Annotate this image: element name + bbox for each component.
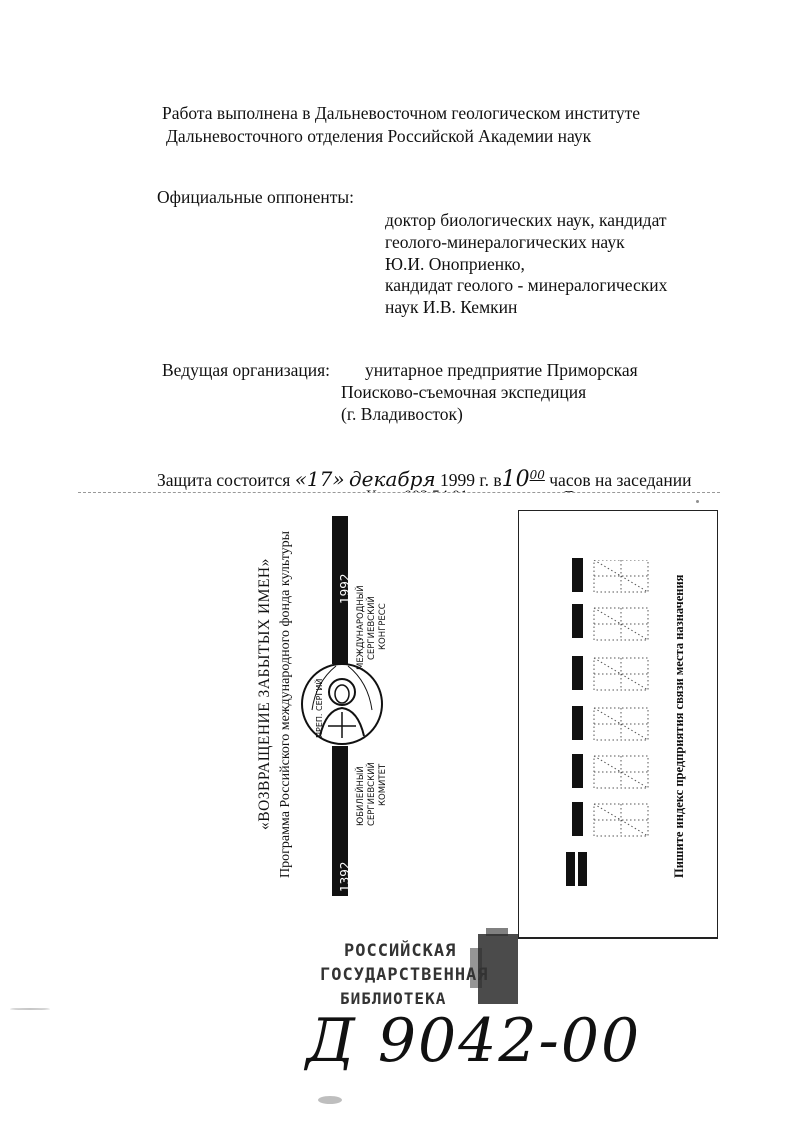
committee-line: ЮБИЛЕЙНЫЙ bbox=[356, 766, 366, 826]
handwritten-minutes: 00 bbox=[529, 468, 545, 482]
index-marker-bar bbox=[572, 802, 583, 836]
handwritten-month: декабря bbox=[348, 466, 436, 491]
congress-line: МЕЖДУНАРОДНЫЙ bbox=[356, 585, 366, 670]
index-marker-bar bbox=[572, 754, 583, 788]
committee-line: КОМИТЕТ bbox=[378, 763, 388, 806]
postal-index-label: Пишите индекс предприятия связи места назначения bbox=[672, 574, 686, 878]
institute-line-2: Дальневосточного отделения Российской Академии наук bbox=[166, 126, 592, 146]
stamp-line-3: БИБЛИОТЕКА bbox=[340, 989, 447, 1008]
year-top: 1992 bbox=[338, 573, 352, 604]
index-marker-bar bbox=[572, 706, 583, 740]
lead-org-line-1: унитарное предприятие Приморская bbox=[365, 360, 638, 380]
saint-emblem-icon bbox=[302, 664, 382, 744]
program-subtitle: Программа Российского международного фонда культуры bbox=[278, 530, 293, 878]
opponent-line: геолого-минералогических наук bbox=[385, 232, 625, 252]
opponent-line: Ю.И. Оноприенко, bbox=[385, 254, 525, 274]
committee-line: СЕРГИЕВСКИЙ bbox=[367, 762, 377, 826]
postal-digit-box bbox=[594, 608, 648, 640]
scan-speck bbox=[696, 500, 699, 503]
emblem-text: ПРЕП. СЕРГИЙ bbox=[315, 678, 324, 738]
scan-speck bbox=[318, 1096, 342, 1104]
emblem bbox=[296, 514, 416, 898]
opponents-label: Официальные оппоненты: bbox=[157, 187, 354, 207]
scan-speck bbox=[10, 1008, 50, 1010]
postal-digit-box bbox=[594, 756, 648, 788]
year-bottom: 1392 bbox=[338, 861, 352, 892]
postal-digit-box bbox=[594, 658, 648, 690]
postal-digit-boxes bbox=[592, 560, 652, 840]
index-marker-bar bbox=[572, 558, 583, 592]
congress-line: СЕРГИЕВСКИЙ bbox=[367, 596, 377, 660]
opponent-line: кандидат геолого - минералогических bbox=[385, 275, 668, 295]
index-marker-bar bbox=[566, 852, 575, 886]
congress-line: КОНГРЕСС bbox=[378, 603, 388, 650]
institute-line-1: Работа выполнена в Дальневосточном геологическом институте bbox=[162, 103, 640, 123]
postal-digit-box bbox=[594, 804, 648, 836]
defense-prefix: Защита состоится bbox=[157, 469, 291, 490]
lead-org-line-2: Поисково-съемочная экспедиция bbox=[341, 382, 587, 402]
defense-year: 1999 г. в bbox=[440, 469, 502, 490]
index-marker-bar bbox=[578, 852, 587, 886]
postal-digit-box bbox=[594, 708, 648, 740]
opponent-line: наук И.В. Кемкин bbox=[385, 297, 518, 317]
index-marker-bar bbox=[572, 656, 583, 690]
program-title: «ВОЗВРАЩЕНИЕ ЗАБЫТЫХ ИМЕН» bbox=[256, 558, 273, 830]
lead-org-label: Ведущая организация: bbox=[162, 360, 331, 380]
handwritten-day: «17» bbox=[294, 466, 345, 491]
lead-org-line-3: (г. Владивосток) bbox=[341, 404, 463, 424]
handwritten-hour: 10 bbox=[501, 466, 530, 492]
postal-digit-box bbox=[594, 560, 648, 592]
stamp-line-1: РОССИЙСКАЯ bbox=[344, 941, 457, 961]
catalog-number: Д 9042-00 bbox=[306, 1006, 642, 1076]
opponent-line: доктор биологических наук, кандидат bbox=[385, 210, 667, 230]
index-marker-bar bbox=[572, 604, 583, 638]
defense-suffix: часов на заседании bbox=[549, 469, 692, 490]
stamp-line-2: ГОСУДАРСТВЕННАЯ bbox=[320, 965, 489, 985]
